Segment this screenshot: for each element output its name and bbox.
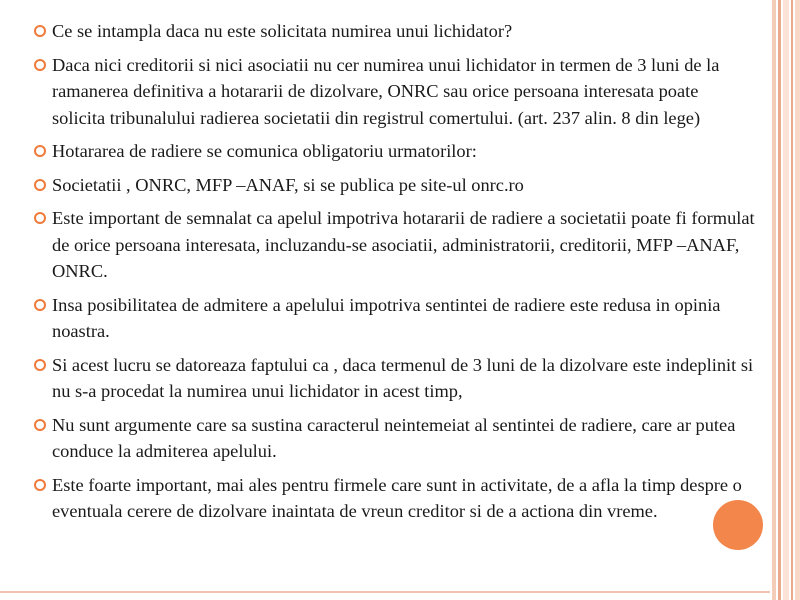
bullet-item <box>34 472 756 525</box>
bullet-text: Hotararea de radiere se comunica obligatoriu urmatorilor: <box>52 141 477 161</box>
bullet-list <box>34 18 756 532</box>
bullet-text: Nu sunt argumente care sa sustina caracterul neintemeiat al sentintei de radiere, care ar putea conduce la admiterea apelului. <box>52 414 736 461</box>
bullet-item <box>34 412 756 465</box>
bullet-text: Daca nici creditorii si nici asociatii nu cer numirea unui lichidator in termen de 3 luni de la ramanerea definitiva a hotararii de dizolvare, ONRC sau orice persoana interesata poate solicita tribunalului radierea societatii din registrul comertului. (art. 237 alin. 8 din lege) <box>52 54 720 128</box>
decorative-stripes <box>770 0 800 600</box>
bullet-circle-icon <box>34 419 46 431</box>
bullet-circle-icon <box>34 25 46 37</box>
bullet-circle-icon <box>34 359 46 371</box>
bullet-item <box>34 352 756 405</box>
bullet-circle-icon <box>34 479 46 491</box>
bullet-text: Este foarte important, mai ales pentru firmele care sunt in activitate, de a afla la timp despre o eventuala cerere de dizolvare inaintata de vreun creditor si de a actiona din vreme. <box>52 474 742 521</box>
bullet-item <box>34 52 756 132</box>
bullet-item <box>34 292 756 345</box>
bottom-divider <box>0 591 770 593</box>
bullet-item <box>34 138 756 165</box>
bullet-circle-icon <box>34 179 46 191</box>
bullet-item <box>34 172 756 199</box>
bullet-circle-icon <box>34 59 46 71</box>
bullet-circle-icon <box>34 145 46 157</box>
bullet-text: Si acest lucru se datoreaza faptului ca , daca termenul de 3 luni de la dizolvare este indeplinit si nu s-a procedat la numirea unui lichidator in acest timp, <box>52 354 754 401</box>
bullet-item <box>34 18 756 45</box>
bullet-text: Insa posibilitatea de admitere a apelului impotriva sentintei de radiere este redusa in opinia noastra. <box>52 294 721 341</box>
bullet-text: Ce se intampla daca nu este solicitata numirea unui lichidator? <box>52 21 513 41</box>
bullet-text: Este important de semnalat ca apelul impotriva hotararii de radiere a societatii poate fi formulat de orice persoana interesata, incluzandu-se asociatii, administratorii, creditorii, MFP –ANAF, ONRC. <box>52 208 755 281</box>
bullet-text: Societatii , ONRC, MFP –ANAF, si se publica pe site-ul onrc.ro <box>52 174 524 195</box>
bullet-item <box>34 205 756 285</box>
bullet-circle-icon <box>34 299 46 311</box>
decorative-orange-circle <box>713 500 763 550</box>
bullet-circle-icon <box>34 212 46 224</box>
